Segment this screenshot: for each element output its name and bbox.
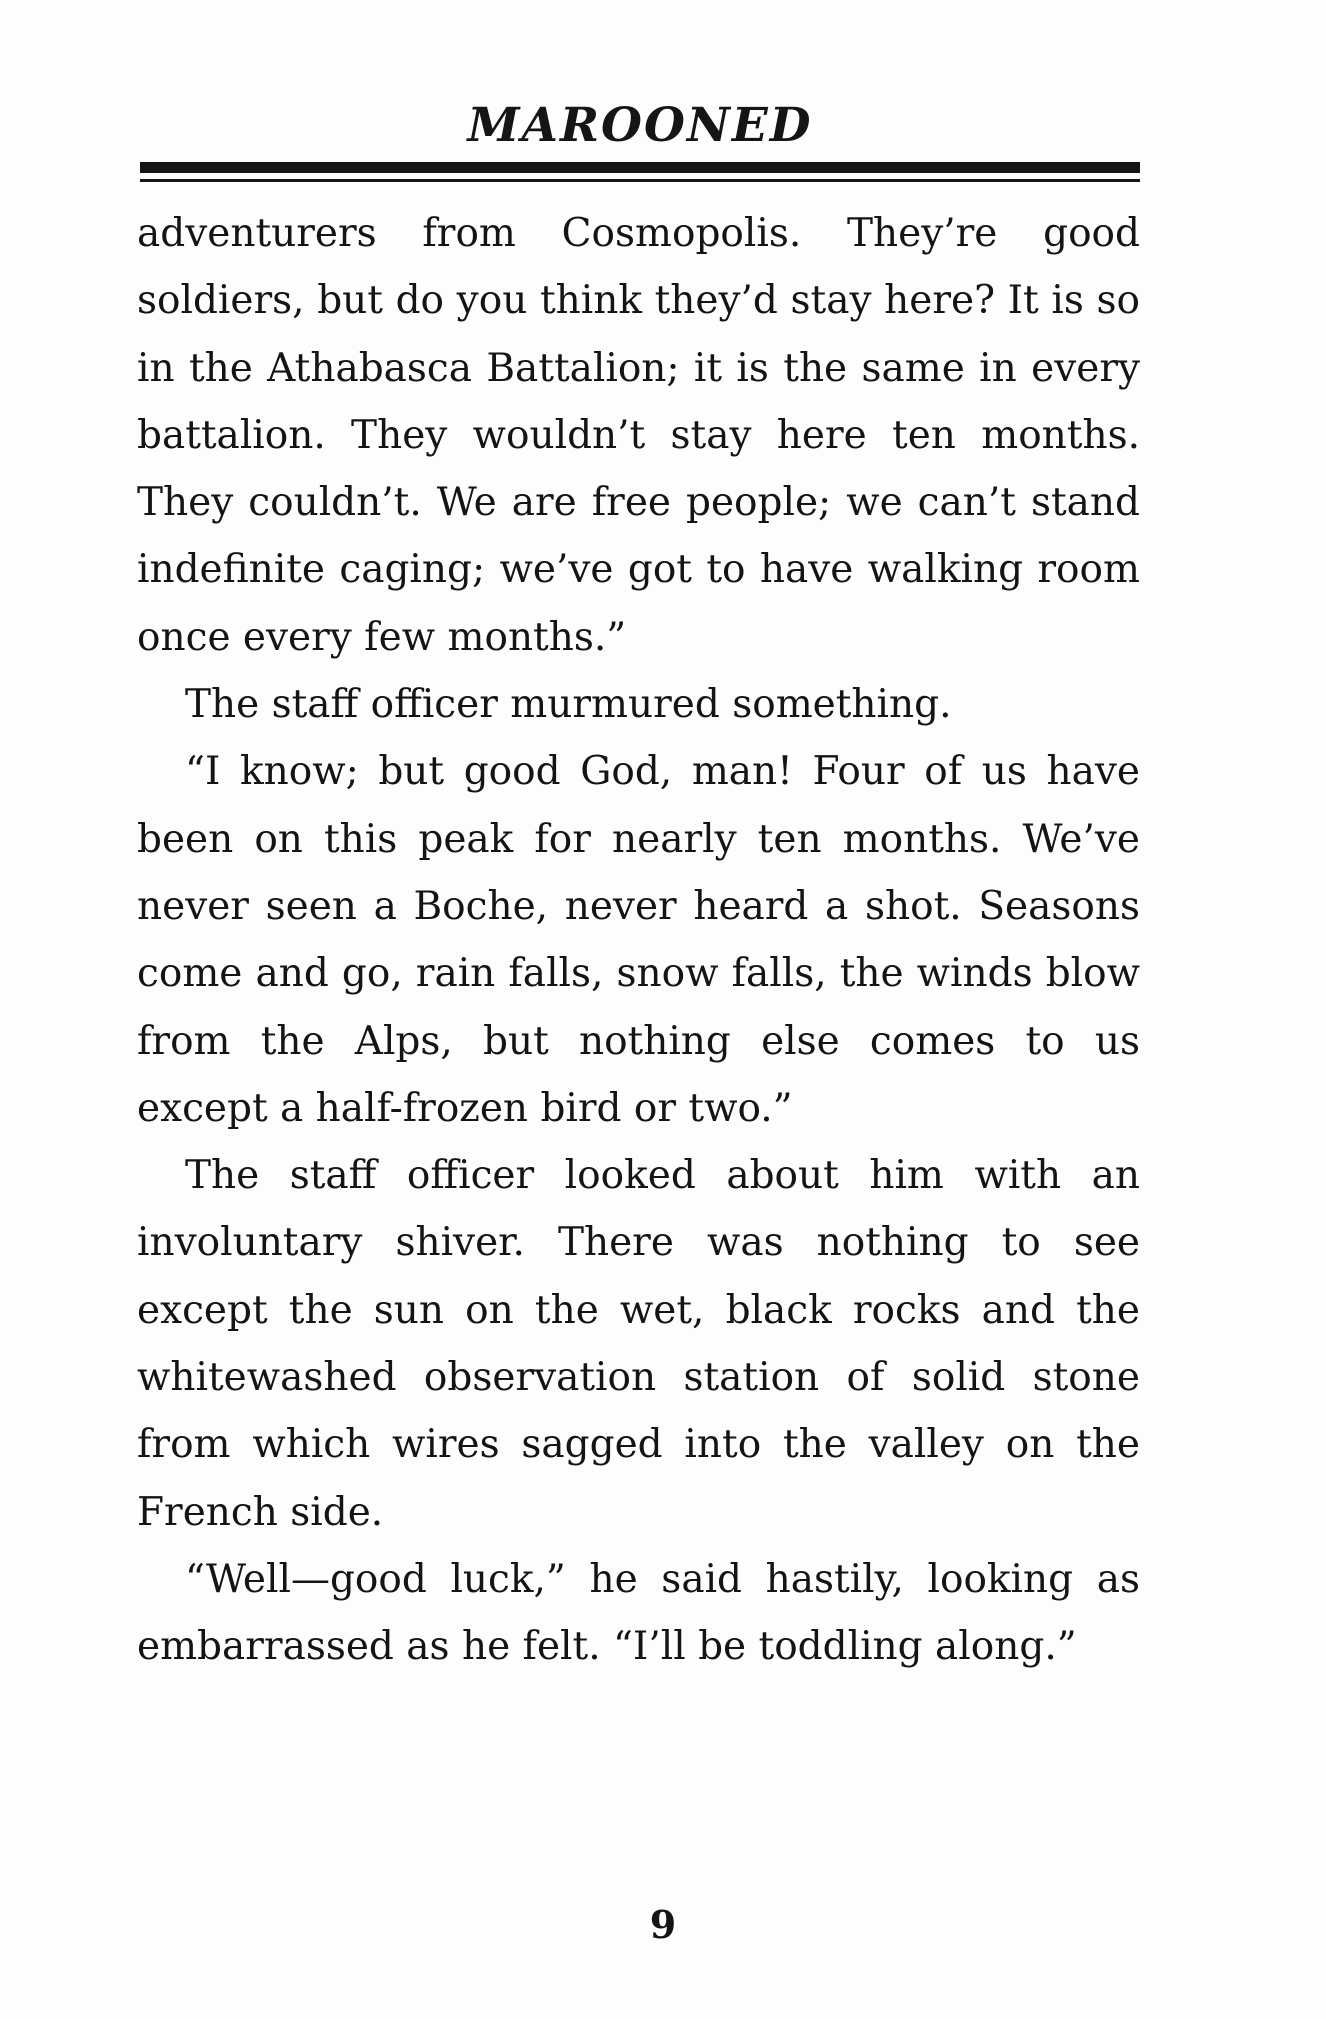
running-head: MAROONED [467,98,813,153]
page-number: 9 [649,1902,677,1947]
header-rule-thick [140,162,1140,173]
paragraph-continued: adventurers from Cosmopolis. They’re good soldiers, but do you think they’d stay here? It is so in the Athabasca Battalion; it is the same in every battalion. They wouldn’t stay here ten months. They couldn’t. We are free people; we can’t stand indefinite caging; we’ve got to have walking room once every few months.” [137,211,1140,660]
paragraph: “Well—good luck,” he said hastily, looking as embarrassed as he felt. “I’ll be toddling along.” [137,1556,1140,1670]
paragraph: “I know; but good God, man! Four of us have been on this peak for nearly ten months. We’ve never seen a Boche, never heard a shot. Seasons come and go, rain falls, snow falls, the winds blow from the Alps, but nothing else comes to us except a half-frozen bird or two.” [137,749,1140,1131]
paragraph: The staff officer looked about him with an involuntary shiver. There was nothing to see except the sun on the wet, black rocks and the whitewashed observation station of solid stone from which wires sagged into the valley on the French side. [137,1153,1140,1535]
header-rule-thin [140,179,1140,182]
body-text [137,200,1140,1681]
paragraph: The staff officer murmured something. [185,682,952,728]
